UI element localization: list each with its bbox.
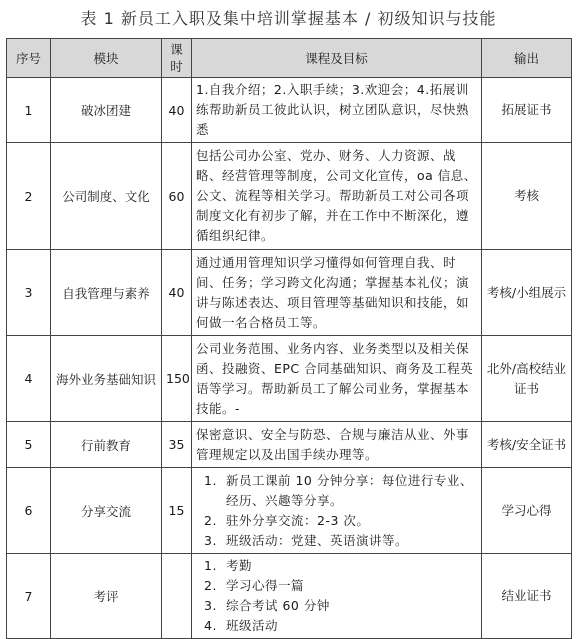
row-seq: 1 <box>7 78 51 143</box>
table-row <box>7 336 572 422</box>
row-output: 北外/高校结业证书 <box>482 336 572 422</box>
table-row <box>7 78 572 143</box>
row-goal: 包括公司办公室、党办、财务、人力资源、战略、经营管理等制度，公司文化宣传，oa 信息、公文、流程等相关学习。帮助新员工对公司各项制度文化有初步了解，并在工作中不断深化，遵循组织纪律。 <box>192 143 482 250</box>
row-goal: 保密意识、安全与防恐、合规与廉洁从业、外事管理规定以及出国手续办理等。 <box>192 422 482 468</box>
row-goal <box>192 554 482 639</box>
table-row <box>7 468 572 554</box>
row-hours: 150 <box>162 336 192 422</box>
row-output: 结业证书 <box>482 554 572 639</box>
row-module: 行前教育 <box>51 422 162 468</box>
row-hours: 40 <box>162 250 192 336</box>
row-hours: 15 <box>162 468 192 554</box>
row-module: 自我管理与素养 <box>51 250 162 336</box>
header-seq: 序号 <box>7 39 51 78</box>
header-row <box>7 39 572 78</box>
row-seq: 2 <box>7 143 51 250</box>
row-hours <box>162 554 192 639</box>
row-goal: 1.自我介绍；2.入职手续；3.欢迎会；4.拓展训练帮助新员工彼此认识，树立团队意识，尽快熟悉 <box>192 78 482 143</box>
row-hours: 35 <box>162 422 192 468</box>
sharing-list <box>196 471 477 551</box>
row-module: 分享交流 <box>51 468 162 554</box>
row-goal: 通过通用管理知识学习懂得如何管理自我、时间、任务；学习跨文化沟通；掌握基本礼仪；演讲与陈述表达、项目管理等基础知识和技能，如何做一名合格员工等。 <box>192 250 482 336</box>
row-hours: 60 <box>162 143 192 250</box>
row-output: 学习心得 <box>482 468 572 554</box>
row-seq: 5 <box>7 422 51 468</box>
evaluation-list <box>196 556 477 636</box>
header-hours: 课时 <box>162 39 192 78</box>
list-item: 班级活动：党建、英语演讲等。 <box>226 532 409 548</box>
header-goal: 课程及目标 <box>192 39 482 78</box>
table-row <box>7 250 572 336</box>
row-goal <box>192 468 482 554</box>
row-output: 考核 <box>482 143 572 250</box>
header-output: 输出 <box>482 39 572 78</box>
table-row <box>7 554 572 639</box>
row-module: 海外业务基础知识 <box>51 336 162 422</box>
row-seq: 3 <box>7 250 51 336</box>
training-table <box>6 38 572 639</box>
row-seq: 6 <box>7 468 51 554</box>
row-output: 考核/安全证书 <box>482 422 572 468</box>
row-seq: 4 <box>7 336 51 422</box>
header-module: 模块 <box>51 39 162 78</box>
row-seq: 7 <box>7 554 51 639</box>
row-output: 考核/小组展示 <box>482 250 572 336</box>
row-module: 破冰团建 <box>51 78 162 143</box>
row-hours: 40 <box>162 78 192 143</box>
list-item: 驻外分享交流：2-3 次。 <box>226 512 370 528</box>
list-item: 综合考试 60 分钟 <box>226 598 330 613</box>
table-title: 表 1 新员工入职及集中培训掌握基本 / 初级知识与技能 <box>80 9 497 28</box>
row-goal: 公司业务范围、业务内容、业务类型以及相关保函、投融资、EPC 合同基础知识、商务及工程英语等学习。帮助新员工了解公司业务，掌握基本技能。- <box>192 336 482 422</box>
table-row <box>7 143 572 250</box>
row-module: 考评 <box>51 554 162 639</box>
table-row <box>7 422 572 468</box>
row-output: 拓展证书 <box>482 78 572 143</box>
list-item: 班级活动 <box>226 618 279 633</box>
row-module: 公司制度、文化 <box>51 143 162 250</box>
list-item: 新员工课前 10 分钟分享：每位进行专业、经历、兴趣等分享。 <box>226 472 473 508</box>
list-item: 考勤 <box>226 558 253 573</box>
list-item: 学习心得一篇 <box>226 578 305 593</box>
